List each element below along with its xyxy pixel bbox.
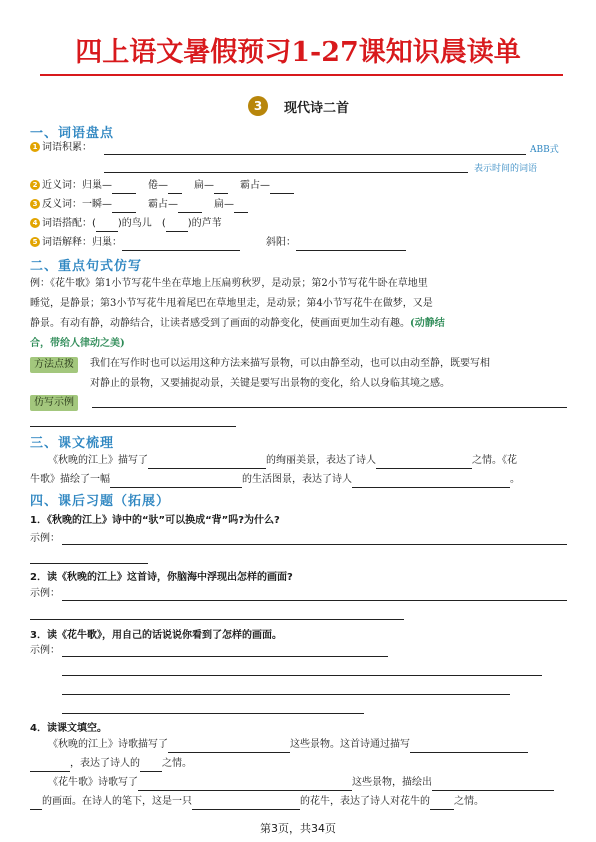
number-2-icon: 2 [30, 180, 40, 190]
method-tag: 方法点拨 [30, 357, 78, 373]
synonym-label: 近义词： [42, 180, 82, 191]
vocab-accumulate-blank-2[interactable] [104, 172, 468, 173]
imitate-tag: 仿写示例 [30, 395, 78, 411]
vocab-accumulate-label: 词语积累： [42, 142, 92, 153]
explanation-blank-1[interactable] [122, 236, 240, 251]
vocab-accumulate-row [30, 141, 92, 155]
antonym-blank-3[interactable] [234, 198, 248, 213]
fill-blank-8[interactable] [192, 795, 300, 810]
synonym-4: 霸占— [240, 180, 270, 191]
synonym-2: 倦— [148, 180, 168, 191]
q2-answer-line-2[interactable] [30, 619, 404, 620]
section-exercises-title: 四、课后习题（拓展） [30, 494, 171, 509]
synonym-3: 扁— [194, 180, 214, 191]
number-4-icon: 4 [30, 218, 40, 228]
fill-blank-9[interactable] [430, 795, 454, 810]
q3-answer-line-1[interactable] [62, 656, 388, 657]
fill-blank-5[interactable] [138, 776, 352, 791]
question-3: 3．读《花牛歌》，用自己的话说说你看到了怎样的画面。 [30, 630, 282, 641]
q3-answer-line-4[interactable] [62, 713, 364, 714]
fill-2b: 之情。 [162, 758, 192, 769]
explanation-setting-sun: 斜阳： [266, 237, 296, 248]
q2-example-label: 示例： [30, 588, 60, 599]
imitate-blank-2[interactable] [30, 426, 236, 427]
lesson-number-badge: 3 [248, 96, 268, 116]
fill-blank-7[interactable] [30, 795, 42, 810]
review-2c: 。 [510, 474, 520, 485]
review-1c: 之情。《花 [472, 455, 517, 466]
example-line-3 [30, 314, 570, 334]
vocab-accumulate-blank-1[interactable] [104, 154, 526, 155]
q3-answer-line-2[interactable] [62, 675, 542, 676]
explanation-row [30, 236, 406, 251]
number-3-icon: 3 [30, 199, 40, 209]
fill-4c: 之情。 [454, 796, 484, 807]
q2-answer-line-1[interactable] [62, 600, 567, 601]
explanation-return-nest: 归巢： [92, 237, 122, 248]
section-text-review-title: 三、课文梳理 [30, 436, 115, 451]
synonym-blank-1[interactable] [112, 179, 136, 194]
review-2b: 的生活图景，表达了诗人 [242, 474, 352, 485]
synonym-row [30, 179, 294, 194]
method-line-1: 我们在写作时也可以运用这种方法来描写景物，可以由静至动，也可以由动至静，既要写相 [90, 358, 490, 369]
fill-3a: 《花牛歌》诗歌写了 [48, 777, 138, 788]
fill-blank-3[interactable] [30, 757, 70, 772]
fill-line-2 [30, 757, 192, 772]
antonym-row [30, 198, 248, 213]
synonym-blank-2[interactable] [168, 179, 182, 194]
collocation-paren-2: ( [161, 218, 166, 229]
example-note-b: 合，带给人律动之美) [30, 338, 125, 349]
method-line-2: 对静止的景物，又要捕捉动景，关键是要写出景物的变化，给人以身临其境之感。 [90, 378, 450, 389]
fill-1a: 《秋晚的江上》诗歌描写了 [48, 739, 168, 750]
q1-answer-line-1[interactable] [62, 544, 567, 545]
review-blank-1[interactable] [148, 454, 266, 469]
section-sentence-imitation-title: 二、重点句式仿写 [30, 259, 143, 274]
review-2a: 牛歌》描绘了一幅 [30, 474, 110, 485]
fill-4b: 的花牛，表达了诗人对花牛的 [300, 796, 430, 807]
fill-blank-6[interactable] [432, 776, 554, 791]
fill-2a: ，表达了诗人的 [70, 758, 140, 769]
q3-answer-line-3[interactable] [62, 694, 510, 695]
fill-line-3 [48, 776, 554, 791]
antonym-3: 扁— [214, 199, 234, 210]
number-1-icon: 1 [30, 142, 40, 152]
review-blank-4[interactable] [352, 473, 510, 488]
fill-blank-4[interactable] [140, 757, 162, 772]
collocation-blank-1[interactable] [96, 217, 118, 232]
method-paragraph [90, 354, 570, 394]
section-vocabulary-title: 一、词语盘点 [30, 126, 115, 141]
lesson-title: 现代诗二首 [284, 101, 350, 116]
antonym-1: 一瞬— [82, 199, 112, 210]
collocation-label: 词语搭配： [42, 218, 92, 229]
review-blank-2[interactable] [376, 454, 472, 469]
explanation-blank-2[interactable] [296, 236, 406, 251]
collocation-blank-2[interactable] [166, 217, 188, 232]
example-note-a: (动静结 [410, 318, 445, 329]
q3-example-label: 示例： [30, 645, 60, 656]
q1-answer-line-2[interactable] [30, 563, 148, 564]
collocation-row [30, 217, 222, 232]
q1-example-label: 示例： [30, 533, 60, 544]
abb-note: ABB式 [530, 145, 559, 155]
antonym-2: 霸占— [148, 199, 178, 210]
synonym-blank-4[interactable] [270, 179, 294, 194]
fill-3b: 这些景物，描绘出 [352, 777, 432, 788]
review-line-2 [30, 473, 520, 488]
fill-line-1 [48, 738, 528, 753]
page-title: 四上语文暑假预习1-27课知识晨读单 [75, 37, 521, 68]
antonym-blank-2[interactable] [178, 198, 202, 213]
fill-4a: 的画面。在诗人的笔下，这是一只 [42, 796, 192, 807]
explanation-label: 词语解释： [42, 237, 92, 248]
fill-blank-2[interactable] [410, 738, 528, 753]
antonym-label: 反义词： [42, 199, 82, 210]
synonym-blank-3[interactable] [214, 179, 228, 194]
collocation-reed: )的芦苇 [187, 218, 222, 229]
review-line-1 [48, 454, 517, 469]
fill-1b: 这些景物。这首诗通过描写 [290, 739, 410, 750]
imitate-blank-1[interactable] [92, 407, 567, 408]
example-line-3-text: 静景。有动有静，动静结合，让读者感受到了画面的动静变化，使画面更加生动有趣。 [30, 318, 410, 329]
page-number: 第3页，共34页 [260, 822, 336, 835]
question-2: 2．读《秋晚的江上》这首诗，你脑海中浮现出怎样的画面? [30, 572, 293, 583]
title-underline [40, 74, 563, 76]
question-4: 4．读课文填空。 [30, 723, 107, 734]
example-line-2: 睡觉，是静景；第3小节写花牛甩着尾巴在草地里走，是动景；第4小节写花牛在做梦，又是 [30, 298, 433, 309]
question-1: 1．《秋晚的江上》诗中的“驮”可以换成“背”吗?为什么? [30, 515, 280, 526]
example-paragraph [30, 274, 570, 354]
collocation-bird: )的鸟儿 [117, 218, 152, 229]
example-line-1: 例：《花牛歌》第1小节写花牛坐在草地上压扁剪秋罗，是动景；第2小节写花牛卧在草地里 [30, 278, 428, 289]
synonym-1: 归巢— [82, 180, 112, 191]
time-words-note: 表示时间的词语 [474, 164, 538, 174]
fill-blank-1[interactable] [168, 738, 290, 753]
review-1a: 《秋晚的江上》描写了 [48, 455, 148, 466]
fill-line-4 [30, 795, 484, 810]
collocation-paren-1: ( [92, 218, 96, 229]
review-1b: 的绚丽美景，表达了诗人 [266, 455, 376, 466]
number-5-icon: 5 [30, 237, 40, 247]
antonym-blank-1[interactable] [112, 198, 136, 213]
review-blank-3[interactable] [110, 473, 242, 488]
